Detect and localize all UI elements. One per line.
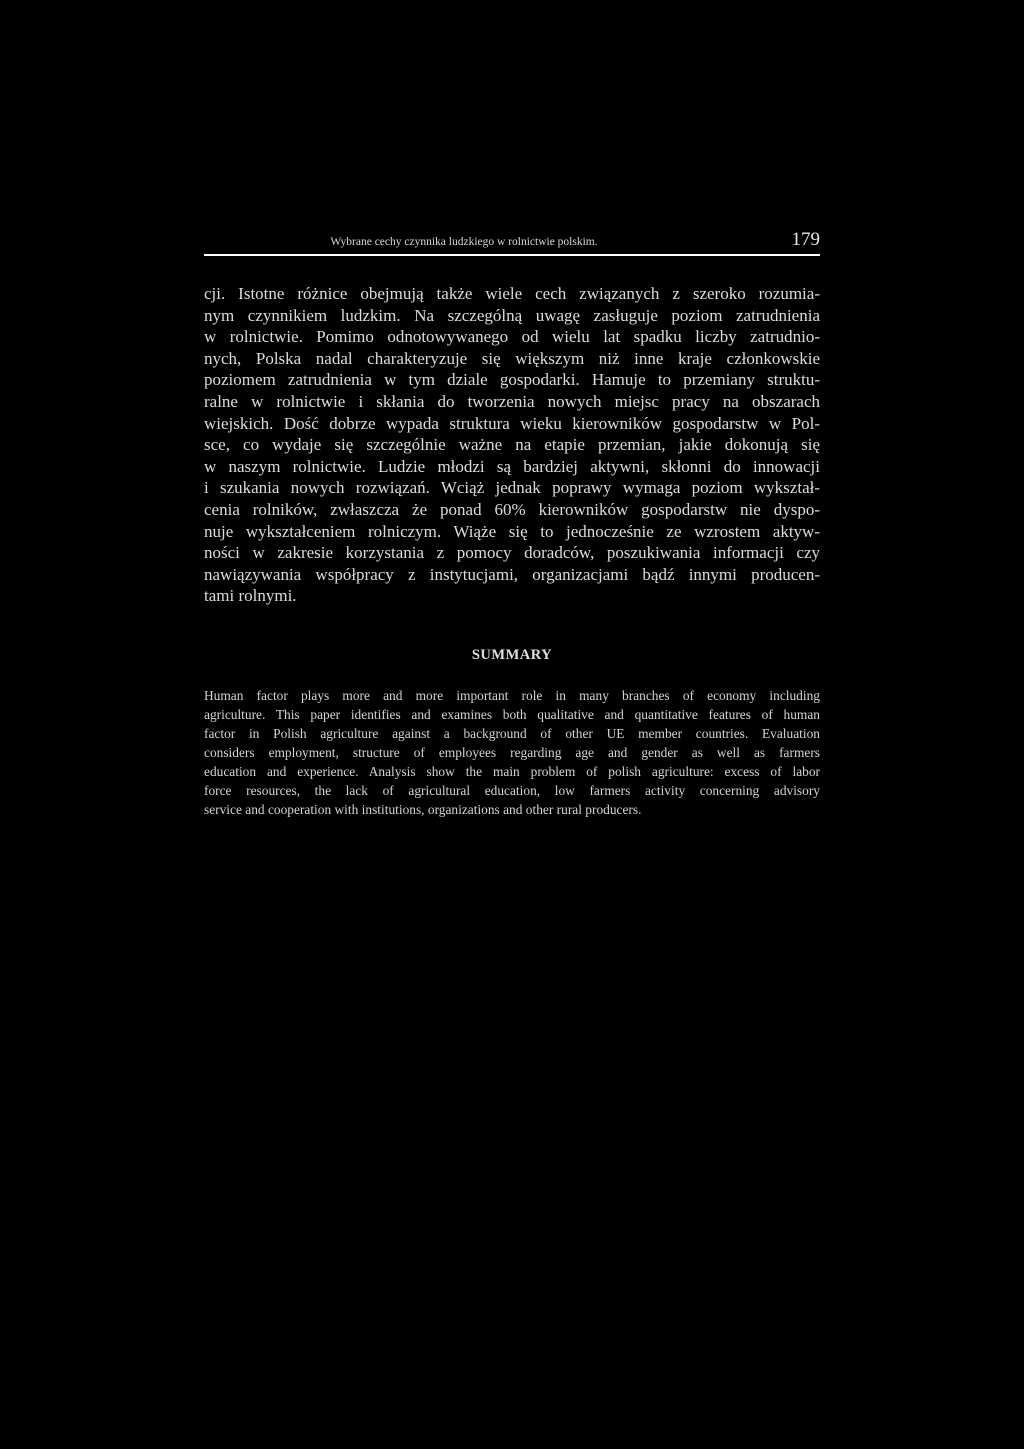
body-line: nych, Polska nadal charakteryzuje się większym niż inne kraje członkowskie <box>204 348 820 368</box>
body-paragraph <box>204 283 820 607</box>
body-line: nuje wykształceniem rolniczym. Wiąże się to jednocześnie ze wzrostem aktyw- <box>204 521 820 541</box>
body-line: ralne w rolnictwie i skłania do tworzenia nowych miejsc pracy na obszarach <box>204 391 820 411</box>
summary-line: agriculture. This paper identifies and examines both qualitative and quantitative features of human <box>204 707 820 722</box>
summary-line: service and cooperation with institutions, organizations and other rural producers. <box>204 802 642 818</box>
summary-line: force resources, the lack of agricultural education, low farmers activity concerning advisory <box>204 783 820 799</box>
body-line: cenia rolników, zwłaszcza że ponad 60% kierowników gospodarstw nie dyspo- <box>204 499 820 519</box>
running-header <box>204 228 820 256</box>
body-line: wiejskich. Dość dobrze wypada struktura wieku kierowników gospodarstw w Pol- <box>204 413 820 433</box>
body-line: nym czynnikiem ludzkim. Na szczególną uwagę zasługuje poziom zatrudnienia <box>204 305 820 325</box>
body-line: cji. Istotne różnice obejmują także wiele cech związanych z szeroko rozumia- <box>204 284 820 303</box>
body-line: w rolnictwie. Pomimo odnotowywanego od wielu lat spadku liczby zatrudnio- <box>204 327 820 347</box>
body-line: tami rolnymi. <box>204 586 297 606</box>
running-title: Wybrane cechy czynnika ludzkiego w rolnictwie polskim. <box>330 236 598 248</box>
body-line: ności w zakresie korzystania z pomocy doradców, poszukiwania informacji czy <box>204 543 820 563</box>
body-line: i szukania nowych rozwiązań. Wciąż jednak poprawy wymaga poziom wykształ- <box>204 478 820 498</box>
summary-heading: SUMMARY <box>471 646 553 663</box>
body-line: nawiązywania współpracy z instytucjami, organizacjami bądź innymi producen- <box>204 564 820 584</box>
summary-paragraph <box>204 686 820 820</box>
summary-line: considers employment, structure of employees regarding age and gender as well as farmers <box>204 745 820 761</box>
body-line: sce, co wydaje się szczególnie ważne na etapie przemian, jakie dokonują się <box>204 435 820 455</box>
body-line: poziomem zatrudnienia w tym dziale gospodarki. Hamuje to przemiany struktu- <box>204 370 820 390</box>
summary-line: factor in Polish agriculture against a background of other UE member countries. Evaluation <box>204 726 820 742</box>
page-number: 179 <box>791 229 820 250</box>
summary-line: education and experience. Analysis show the main problem of polish agriculture: excess of labor <box>204 764 820 780</box>
body-line: w naszym rolnictwie. Ludzie młodzi są bardziej aktywni, skłonni do innowacji <box>204 456 820 476</box>
document-page <box>204 228 820 820</box>
summary-line: Human factor plays more and more important role in many branches of economy including <box>204 687 820 703</box>
